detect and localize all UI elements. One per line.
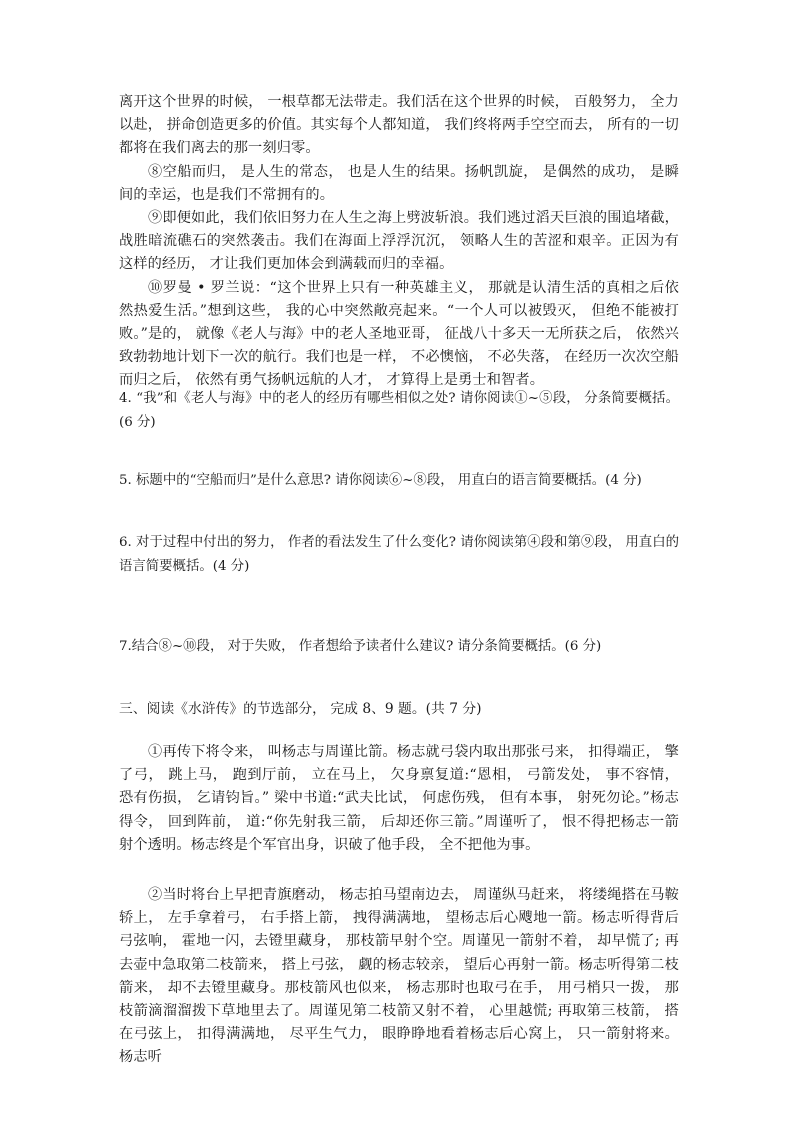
question-7: 7.结合⑧~⑩段， 对于失败， 作者想给予读者什么建议? 请分条简要概括。(6 分) [119, 639, 602, 654]
paragraph-10: ⑩罗曼 • 罗兰说：“这个世界上只有一种英雄主义， 那就是认清生活的真相之后依然热爱生活。”想到这些， 我的心中突然敞亮起来。“一个人可以被毁灭， 但绝不能被打败。”是的， 就像《老人与海》中的老人圣地亚哥， 征战八十多天一无所获之后， 依然兴致勃勃地计划下一次的航行。我们也是一样， 不必懊恼， 不必失落， 在经历一次次空船而归之后， 依然有勇气扬帆远航的人才， 才算得上是勇士和智者。 [119, 279, 679, 389]
question-6: 6. 对于过程中付出的努力， 作者的看法发生了什么变化? 请你阅读第④段和第⑨段， 用直白的语言简要概括。(4 分) [119, 535, 679, 574]
section-three-heading: 三、阅读《水浒传》的节选部分， 完成 8、9 题。(共 7 分) [119, 701, 482, 717]
passage-one [119, 91, 679, 393]
shuihu-paragraph-1: ①再传下将令来， 叫杨志与周谨比箭。杨志就弓袋内取出那张弓来， 扣得端正， 擎了弓， 跳上马， 跑到厅前， 立在马上， 欠身禀复道:“恩相， 弓箭发处， 事不容情， 恐有伤损， 乞请钧旨。” 梁中书道:“武夫比试， 何虑伤残， 但有本事， 射死勿论。”杨志得令， 回到阵前， 道:“你先射我三箭， 后却还你三箭。”周谨听了， 恨不得把杨志一箭射个透明。杨志终是个军官出身，识破了他手段， 全不把他为事。 [119, 744, 679, 853]
paragraph-9: ⑨即便如此，我们依旧努力在人生之海上劈波斩浪。我们逃过滔天巨浪的围追堵截，战胜暗流礁石的突然袭击。我们在海面上浮浮沉沉， 领略人生的苦涩和艰辛。正因为有这样的经历， 才让我们更加体会到满载而归的幸福。 [119, 210, 679, 273]
question-5: 5. 标题中的“空船而归”是什么意思? 请你阅读⑥~⑧段， 用直白的语言简要概括。(4 分) [119, 473, 642, 488]
question-4: 4. “我”和《老人与海》中的老人的经历有哪些相似之处? 请你阅读①~⑤段， 分条简要概括。(6 分) [119, 391, 679, 430]
shuihu-paragraph-2: ②当时将台上早把青旗磨动， 杨志拍马望南边去， 周谨纵马赶来， 将缕绳搭在马鞍轿上， 左手拿着弓， 右手搭上箭， 拽得满满地， 望杨志后心飕地一箭。杨志听得背后弓弦响， 霍地一闪，去镫里藏身， 那枝箭早射个空。周谨见一箭射不着， 却早慌了; 再去壶中急取第二枝箭来， 搭上弓弦， 觑的杨志较亲， 望后心再射一箭。杨志听得第二枝箭来， 却不去镫里藏身。那枝箭风也似来， 杨志那时也取弓在手， 用弓梢只一拨， 那枝箭滴溜溜拨下草地里去了。周谨见第二枝箭又射不着， 心里越慌; 再取第三枝箭， 搭在弓弦上， 扣得满满地， 尽平生气力， 眼睁睁地看着杨志后心窝上， 只一箭射将来。杨志听 [119, 887, 679, 1066]
section-three-passage-p2 [119, 884, 679, 1070]
paragraph-continuation: 离开这个世界的时候， 一根草都无法带走。我们活在这个世界的时候， 百般努力， 全力以赴， 拼命创造更多的价值。其实每个人都知道， 我们终将两手空空而去， 所有的一切都将在我们离去的那一刻归零。 [119, 94, 679, 157]
paragraph-8: ⑧空船而归， 是人生的常态， 也是人生的结果。扬帆凯旋， 是偶然的成功， 是瞬间的幸运，也是我们不常拥有的。 [119, 163, 679, 203]
section-three-passage-p1 [119, 741, 679, 857]
